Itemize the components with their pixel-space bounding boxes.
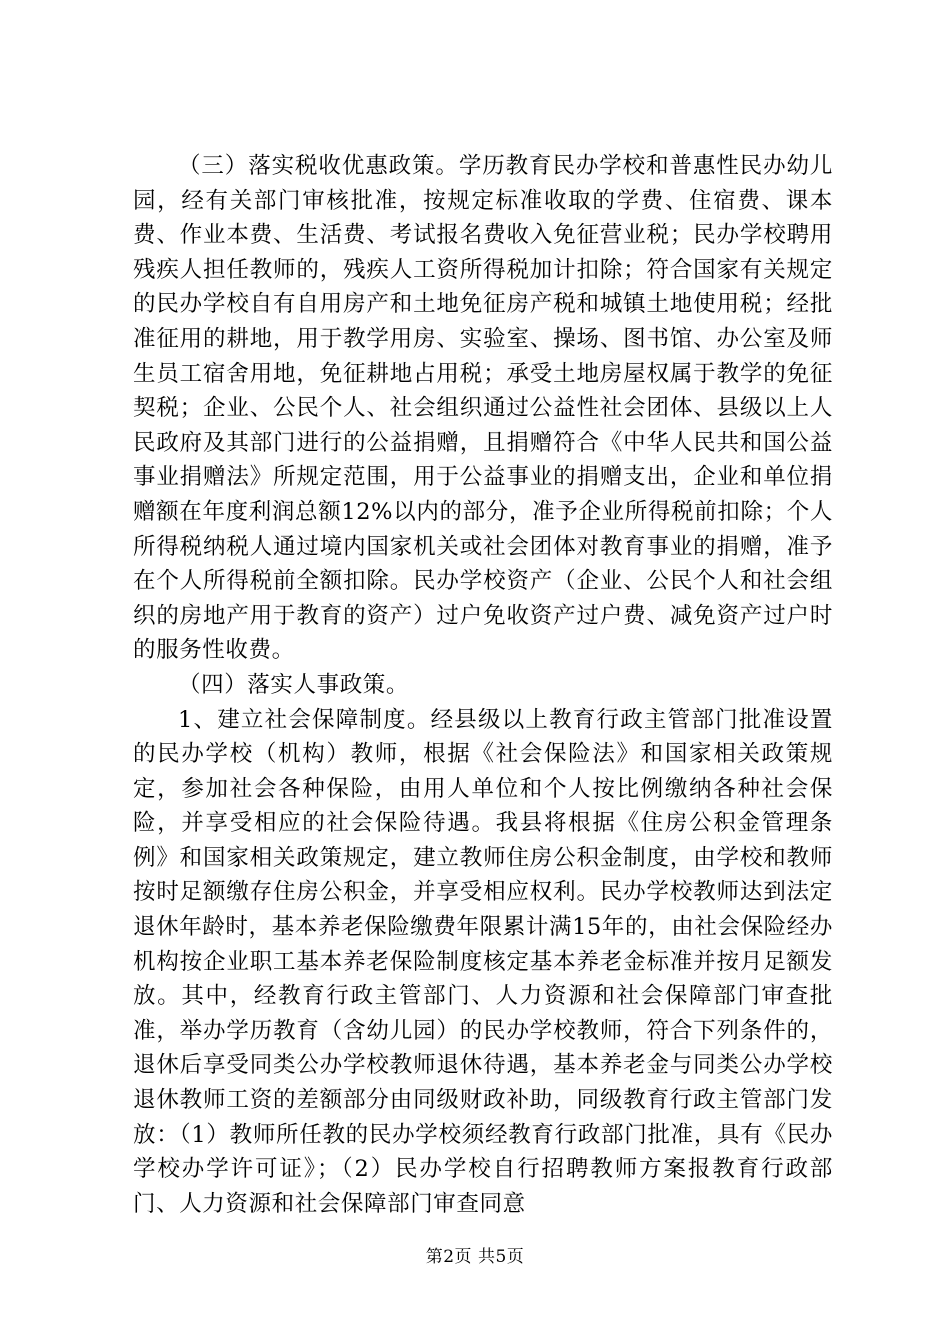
paragraph-social-security: 1、建立社会保障制度。经县级以上教育行政主管部门批准设置的民办学校（机构）教师，根据《社会保险法》和国家相关政策规定，参加社会各种保险，由用人单位和个人按比例缴纳各种社会保险，并享受相应的社会保险待遇。我县将根据《住房公积金管理条例》和国家相关政策规定，建立教师住房公积金制度，由学校和教师按时足额缴存住房公积金，并享受相应权利。民办学校教师达到法定退休年龄时，基本养老保险缴费年限累计满15年的，由社会保险经办机构按企业职工基本养老保险制度核定基本养老金标准并按月足额发放。其中，经教育行政主管部门、人力资源和社会保障部门审查批准，举办学历教育（含幼儿园）的民办学校教师，符合下列条件的，退休后享受同类公办学校教师退休待遇，基本养老金与同类公办学校退休教师工资的差额部分由同级财政补助，同级教育行政主管部门发放：（1）教师所任教的民办学校须经教育行政部门批准，具有《民办学校办学许可证》；（2）民办学校自行招聘教师方案报教育行政部门、人力资源和社会保障部门审查同意	[133, 706, 833, 1217]
paragraph-tax-policy: （三）落实税收优惠政策。学历教育民办学校和普惠性民办幼儿园，经有关部门审核批准，按规定标准收取的学费、住宿费、课本费、作业本费、生活费、考试报名费收入免征营业税；民办学校聘用残疾人担任教师的，残疾人工资所得税加计扣除；符合国家有关规定的民办学校自有自用房产和土地免征房产税和城镇土地使用税；经批准征用的耕地，用于教学用房、实验室、操场、图书馆、办公室及师生员工宿舍用地，免征耕地占用税；承受土地房屋权属于教学的免征契税；企业、公民个人、社会组织通过公益性社会团体、县级以上人民政府及其部门进行的公益捐赠，且捐赠符合《中华人民共和国公益事业捐赠法》所规定范围，用于公益事业的捐赠支出，企业和单位捐赠额在年度利润总额12%以内的部分，准予企业所得税前扣除；个人所得税纳税人通过境内国家机关或社会团体对教育事业的捐赠，准予在个人所得税前全额扣除。民办学校资产（企业、公民个人和社会组织的房地产用于教育的资产）过户免收资产过户费、减免资产过户时的服务性收费。	[133, 153, 833, 664]
page-footer: 第2页 共5页	[425, 1247, 525, 1267]
document-body	[133, 149, 833, 1221]
paragraph-personnel-heading: （四）落实人事政策。	[178, 671, 410, 698]
